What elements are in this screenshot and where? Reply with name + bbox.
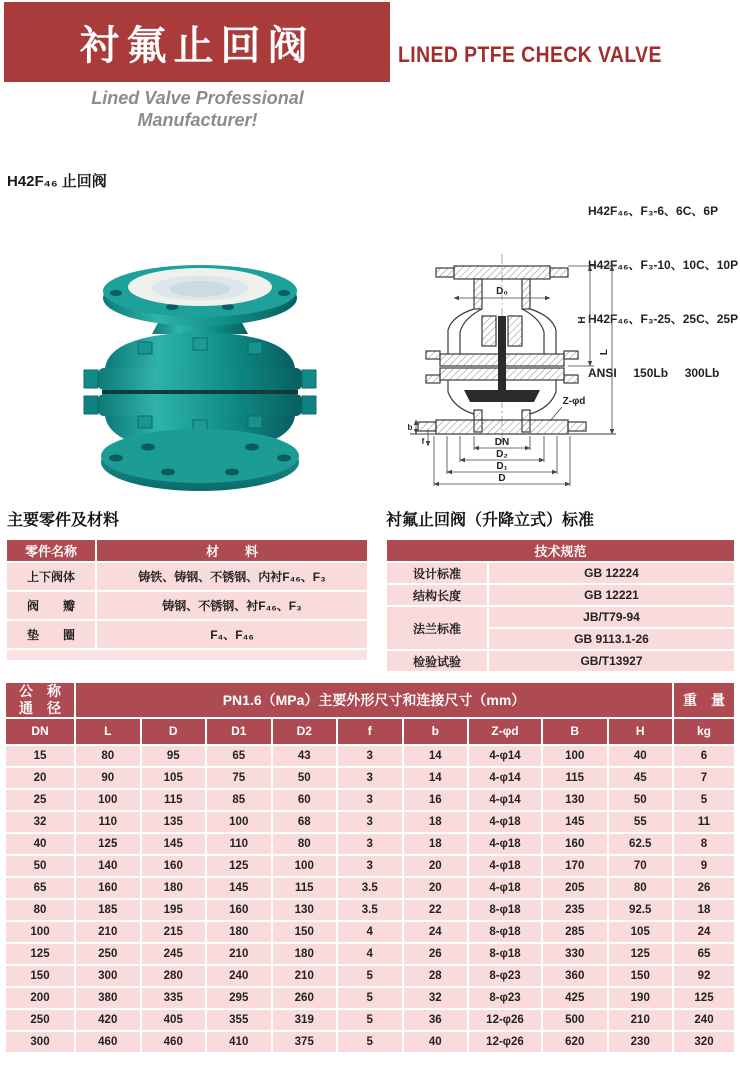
dim-cell: 150	[609, 966, 673, 986]
dim-cell: 12-φ26	[469, 1010, 541, 1030]
dimension-table-body	[6, 746, 734, 1052]
dim-cell: 500	[543, 1010, 607, 1030]
dim-cell: 115	[273, 878, 337, 898]
model-code-line: H42F₄₆、F₃-10、10C、10P	[588, 258, 739, 272]
dim-cell: 3	[338, 768, 402, 788]
dim-cell: 420	[76, 1010, 140, 1030]
middle-flange-upper	[98, 368, 302, 390]
dim-cell: 130	[273, 900, 337, 920]
standard-label: 法兰标准	[387, 607, 487, 649]
table-row	[7, 592, 367, 619]
dim-column-header: H	[609, 719, 673, 744]
dim-weight-header: 重 量	[674, 683, 734, 717]
table-row	[6, 1032, 734, 1052]
model-code-line: H42F₄₆、F₃-6、6C、6P	[588, 204, 719, 218]
dim-label-d0: D₀	[496, 286, 508, 297]
dim-cell: 50	[609, 790, 673, 810]
dim-cell: 125	[674, 988, 734, 1008]
dim-column-header: b	[404, 719, 468, 744]
dim-cell: 5	[338, 1032, 402, 1052]
model-code-line: H42F₄₆、F₃-25、25C、25P	[588, 312, 739, 326]
dim-cell: 285	[543, 922, 607, 942]
english-title: LINED PTFE CHECK VALVE	[398, 42, 662, 67]
table-footer-strip	[7, 650, 367, 660]
dim-cell: 8-φ18	[469, 944, 541, 964]
dim-cell: 68	[273, 812, 337, 832]
standards-title: 衬氟止回阀（升降立式）标准	[386, 512, 595, 529]
dim-cell: 195	[142, 900, 206, 920]
dim-cell: 380	[76, 988, 140, 1008]
dim-cell: 300	[6, 1032, 74, 1052]
dim-column-header: B	[543, 719, 607, 744]
dim-cell: 5	[338, 966, 402, 986]
table-row	[6, 988, 734, 1008]
dim-cell: 4-φ18	[469, 834, 541, 854]
dim-cell: 90	[76, 768, 140, 788]
dim-cell: 20	[6, 768, 74, 788]
model-code-line: ANSI 150Lb 300Lb	[588, 366, 720, 380]
dim-cell: 250	[6, 1010, 74, 1030]
dim-cell: 100	[6, 922, 74, 942]
dim-cell: 3.5	[338, 878, 402, 898]
dim-cell: 65	[6, 878, 74, 898]
standard-value: GB 9113.1-26	[489, 629, 734, 649]
dim-cell: 5	[338, 1010, 402, 1030]
dim-cell: 16	[404, 790, 468, 810]
valve-drawing	[402, 250, 737, 500]
dim-label-b: b	[407, 423, 413, 432]
dim-cell: 100	[273, 856, 337, 876]
dim-cell: 230	[609, 1032, 673, 1052]
dim-cell: 145	[142, 834, 206, 854]
table-row	[6, 966, 734, 986]
dim-cell: 50	[273, 768, 337, 788]
standard-label: 结构长度	[387, 585, 487, 605]
dim-cell: 210	[207, 944, 271, 964]
standard-label: 设计标准	[387, 563, 487, 583]
table-row	[387, 651, 734, 671]
dim-cell: 100	[76, 790, 140, 810]
dim-cell: 18	[404, 834, 468, 854]
dim-label-h: H	[577, 316, 588, 324]
materials-header-part: 零件名称	[7, 540, 95, 561]
standard-value: GB 12221	[489, 585, 734, 605]
standard-value: GB/T13927	[489, 651, 734, 671]
dim-cell: 280	[142, 966, 206, 986]
dim-cell: 210	[76, 922, 140, 942]
dim-cell: 320	[674, 1032, 734, 1052]
dim-cell: 25	[6, 790, 74, 810]
dim-cell: 205	[543, 878, 607, 898]
dim-cell: 335	[142, 988, 206, 1008]
dim-cell: 110	[76, 812, 140, 832]
dim-cell: 135	[142, 812, 206, 832]
dim-cell: 405	[142, 1010, 206, 1030]
part-name: 垫 圈	[7, 621, 95, 648]
dim-cell: 15	[6, 746, 74, 766]
dim-cell: 160	[76, 878, 140, 898]
dim-cell: 4-φ18	[469, 878, 541, 898]
dim-label-dn: DN	[494, 437, 510, 448]
dim-cell: 3	[338, 812, 402, 832]
dim-span-header: PN1.6（MPa）主要外形尺寸和连接尺寸（mm）	[76, 683, 672, 717]
table-row	[6, 878, 734, 898]
dim-cell: 215	[142, 922, 206, 942]
dim-cell: 80	[76, 746, 140, 766]
middle-flange-lower	[98, 394, 302, 416]
tagline	[55, 88, 340, 131]
dim-cell: 5	[338, 988, 402, 1008]
table-row	[6, 746, 734, 766]
table-row	[6, 768, 734, 788]
dim-cell: 4	[338, 922, 402, 942]
dim-column-header: D1	[207, 719, 271, 744]
dim-cell: 460	[142, 1032, 206, 1052]
dim-cell: 40	[609, 746, 673, 766]
part-material: 铸钢、不锈钢、衬F₄₆、F₃	[97, 592, 367, 619]
dim-cell: 40	[6, 834, 74, 854]
dim-cell: 4	[338, 944, 402, 964]
dim-cell: 125	[207, 856, 271, 876]
dim-cell: 235	[543, 900, 607, 920]
table-row	[6, 1010, 734, 1030]
dim-label-l: L	[599, 348, 610, 356]
dim-cell: 6	[674, 746, 734, 766]
dim-cell: 65	[207, 746, 271, 766]
dim-cell: 100	[543, 746, 607, 766]
table-row	[6, 856, 734, 876]
dim-cell: 125	[609, 944, 673, 964]
part-material: F₄、F₄₆	[97, 621, 367, 648]
dim-cell: 115	[543, 768, 607, 788]
dim-cell: 62.5	[609, 834, 673, 854]
part-name: 阀 瓣	[7, 592, 95, 619]
dim-label-d1: D₁	[496, 461, 508, 472]
dim-cell: 375	[273, 1032, 337, 1052]
dim-cell: 180	[273, 944, 337, 964]
dim-cell: 3	[338, 746, 402, 766]
dim-cell: 55	[609, 812, 673, 832]
dim-cell: 4-φ14	[469, 746, 541, 766]
dim-cell: 110	[207, 834, 271, 854]
dim-cell: 190	[609, 988, 673, 1008]
dim-cell: 330	[543, 944, 607, 964]
dim-cell: 70	[609, 856, 673, 876]
dim-cell: 18	[674, 900, 734, 920]
dim-cell: 145	[543, 812, 607, 832]
dim-cell: 4-φ18	[469, 856, 541, 876]
table-row	[6, 834, 734, 854]
dim-corner-header: 公 称 通 径	[6, 683, 74, 717]
dim-cell: 160	[543, 834, 607, 854]
dim-cell: 11	[674, 812, 734, 832]
dim-column-header: f	[338, 719, 402, 744]
table-row	[387, 607, 734, 627]
dim-cell: 80	[609, 878, 673, 898]
valve-photo	[50, 250, 350, 495]
dim-cell: 125	[6, 944, 74, 964]
dim-column-header: D	[142, 719, 206, 744]
dim-cell: 14	[404, 768, 468, 788]
dim-cell: 50	[6, 856, 74, 876]
dim-cell: 260	[273, 988, 337, 1008]
dim-column-header: L	[76, 719, 140, 744]
dim-cell: 8-φ23	[469, 966, 541, 986]
dim-cell: 150	[273, 922, 337, 942]
dim-cell: 8-φ18	[469, 900, 541, 920]
standard-value: GB 12224	[489, 563, 734, 583]
dim-cell: 160	[142, 856, 206, 876]
dim-cell: 355	[207, 1010, 271, 1030]
dim-cell: 8-φ23	[469, 988, 541, 1008]
dim-cell: 7	[674, 768, 734, 788]
dim-cell: 92	[674, 966, 734, 986]
dim-label-f: f	[421, 437, 425, 446]
dim-cell: 92.5	[609, 900, 673, 920]
dim-cell: 160	[207, 900, 271, 920]
table-row	[6, 944, 734, 964]
dim-cell: 20	[404, 856, 468, 876]
dim-cell: 200	[6, 988, 74, 1008]
dim-cell: 12-φ26	[469, 1032, 541, 1052]
dim-cell: 3	[338, 790, 402, 810]
standard-label: 检验试验	[387, 651, 487, 671]
dim-cell: 85	[207, 790, 271, 810]
dim-cell: 115	[142, 790, 206, 810]
dim-cell: 75	[207, 768, 271, 788]
dim-cell: 95	[142, 746, 206, 766]
table-row	[387, 585, 734, 605]
dim-cell: 100	[207, 812, 271, 832]
dim-cell: 4-φ14	[469, 768, 541, 788]
tagline-line2: Manufacturer!	[137, 109, 258, 130]
dim-cell: 425	[543, 988, 607, 1008]
product-heading: H42F₄₆ 止回阀	[7, 173, 107, 190]
dim-cell: 145	[207, 878, 271, 898]
table-row	[6, 900, 734, 920]
dim-column-header: kg	[674, 719, 734, 744]
dim-cell: 80	[273, 834, 337, 854]
dim-label-d2: D₂	[496, 449, 508, 460]
standards-table	[385, 538, 736, 673]
dim-cell: 14	[404, 746, 468, 766]
dim-cell: 105	[142, 768, 206, 788]
dim-cell: 3	[338, 834, 402, 854]
tagline-line1: Lined Valve Professional	[91, 88, 304, 108]
dim-cell: 210	[609, 1010, 673, 1030]
dim-cell: 3	[338, 856, 402, 876]
standards-header: 技术规范	[387, 540, 734, 561]
dim-cell: 45	[609, 768, 673, 788]
dim-column-header: D2	[273, 719, 337, 744]
dim-cell: 620	[543, 1032, 607, 1052]
dim-cell: 180	[207, 922, 271, 942]
dim-cell: 105	[609, 922, 673, 942]
table-row	[6, 812, 734, 832]
dim-cell: 60	[273, 790, 337, 810]
dim-cell: 245	[142, 944, 206, 964]
dim-column-header: DN	[6, 719, 74, 744]
dim-cell: 80	[6, 900, 74, 920]
dim-cell: 240	[674, 1010, 734, 1030]
dim-columns-row	[6, 719, 734, 744]
dim-cell: 319	[273, 1010, 337, 1030]
dim-cell: 8	[674, 834, 734, 854]
materials-table	[5, 538, 369, 662]
dim-cell: 18	[404, 812, 468, 832]
table-row	[7, 563, 367, 590]
dimension-table	[4, 681, 736, 1054]
dim-cell: 8-φ18	[469, 922, 541, 942]
dim-cell: 410	[207, 1032, 271, 1052]
dim-cell: 3.5	[338, 900, 402, 920]
part-material: 铸铁、铸钢、不锈钢、内衬F₄₆、F₃	[97, 563, 367, 590]
dim-cell: 460	[76, 1032, 140, 1052]
banner-title: 衬氟止回阀	[79, 23, 315, 68]
dim-cell: 24	[404, 922, 468, 942]
part-name: 上下阀体	[7, 563, 95, 590]
dim-cell: 140	[76, 856, 140, 876]
dim-label-d: D	[498, 473, 506, 484]
dim-cell: 300	[76, 966, 140, 986]
dim-cell: 185	[76, 900, 140, 920]
dim-cell: 26	[674, 878, 734, 898]
dim-cell: 9	[674, 856, 734, 876]
table-row	[6, 790, 734, 810]
dim-cell: 125	[76, 834, 140, 854]
dim-cell: 32	[6, 812, 74, 832]
dim-cell: 36	[404, 1010, 468, 1030]
dim-cell: 210	[273, 966, 337, 986]
standard-value: JB/T79-94	[489, 607, 734, 627]
dim-cell: 20	[404, 878, 468, 898]
dim-column-header: Z-φd	[469, 719, 541, 744]
dim-cell: 170	[543, 856, 607, 876]
dim-cell: 40	[404, 1032, 468, 1052]
dim-cell: 150	[6, 966, 74, 986]
dim-cell: 250	[76, 944, 140, 964]
dim-cell: 360	[543, 966, 607, 986]
dim-cell: 240	[207, 966, 271, 986]
table-row	[6, 922, 734, 942]
table-row	[387, 563, 734, 583]
dim-cell: 5	[674, 790, 734, 810]
dim-cell: 32	[404, 988, 468, 1008]
table-row	[7, 621, 367, 648]
dim-cell: 43	[273, 746, 337, 766]
dim-cell: 22	[404, 900, 468, 920]
dim-cell: 4-φ14	[469, 790, 541, 810]
materials-title: 主要零件及材料	[7, 512, 120, 529]
dim-cell: 130	[543, 790, 607, 810]
dim-cell: 65	[674, 944, 734, 964]
dim-cell: 180	[142, 878, 206, 898]
dim-label-zd: Z-φd	[562, 396, 586, 407]
dim-cell: 24	[674, 922, 734, 942]
banner	[4, 2, 390, 82]
dim-cell: 26	[404, 944, 468, 964]
dim-cell: 295	[207, 988, 271, 1008]
dim-cell: 28	[404, 966, 468, 986]
materials-header-material: 材 料	[97, 540, 367, 561]
dim-cell: 4-φ18	[469, 812, 541, 832]
